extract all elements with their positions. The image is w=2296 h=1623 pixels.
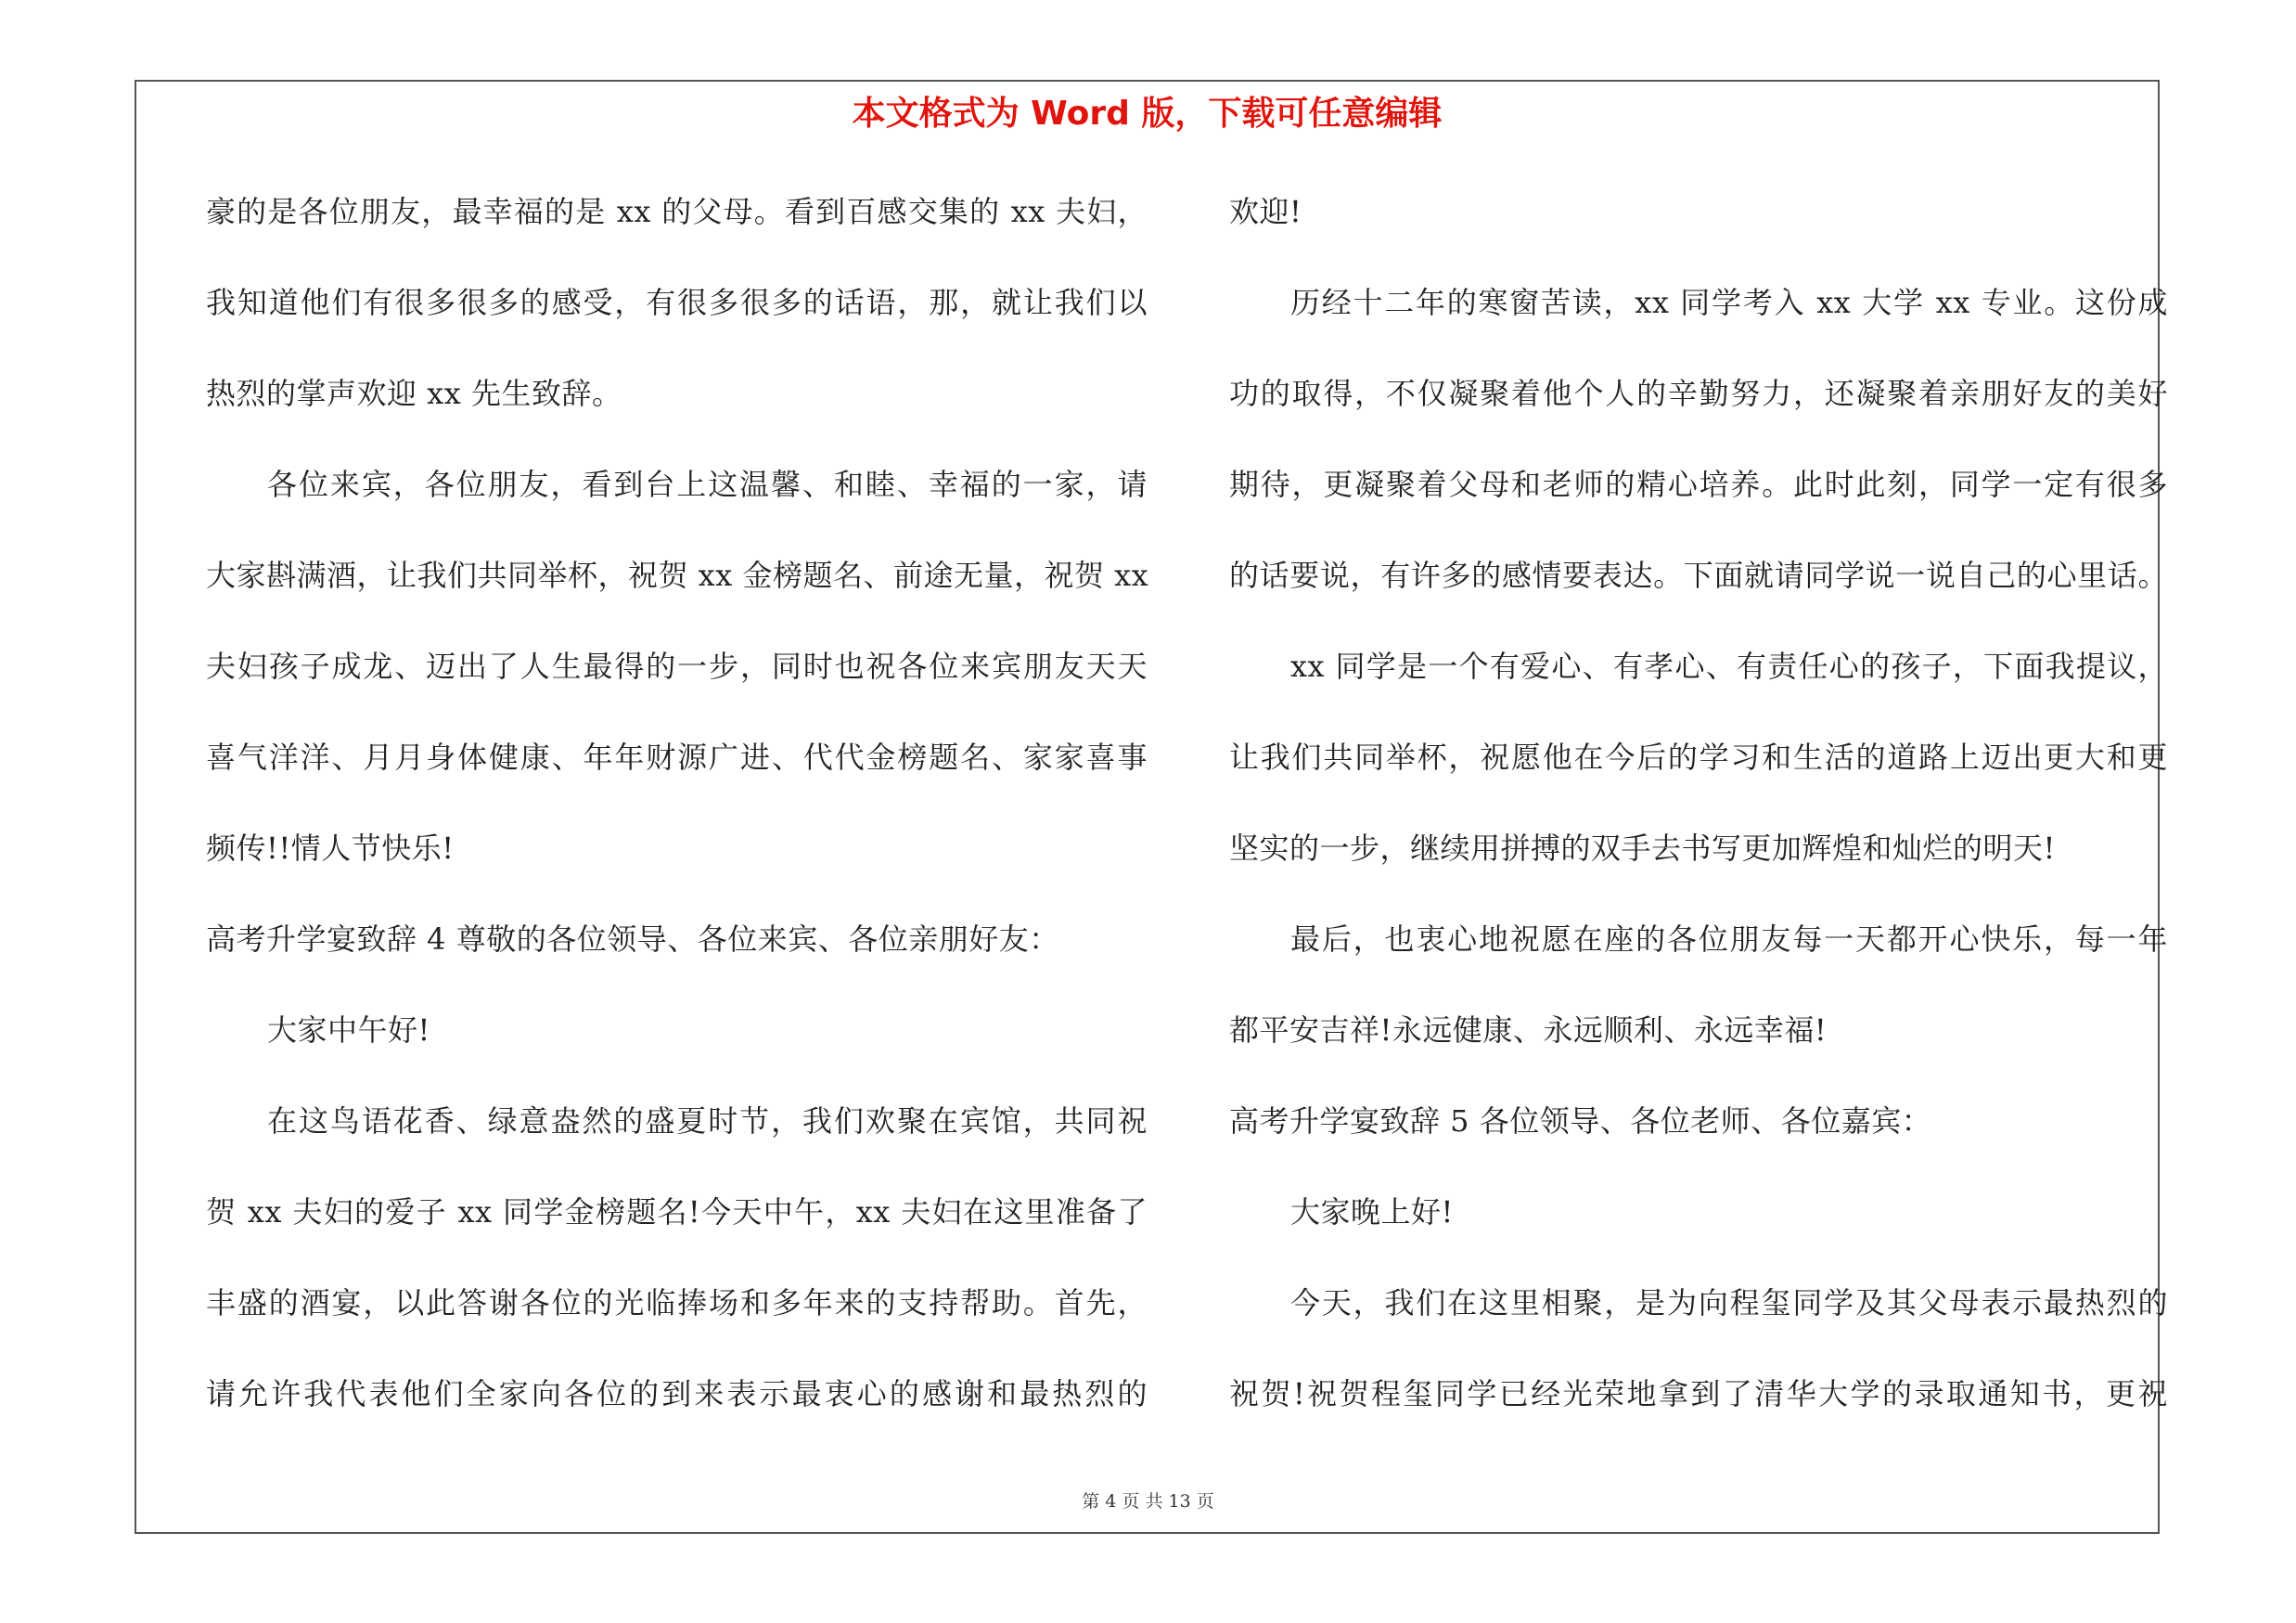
text-line: 喜气洋洋、月月身体健康、年年财源广进、代代金榜题名、家家喜事 [206, 740, 1148, 775]
text-line: 欢迎! [1229, 194, 1302, 229]
right-text-column [1229, 184, 2168, 1457]
text-line: 大家斟满酒，让我们共同举杯，祝贺 xx 金榜题名、前途无量，祝贺 xx [206, 558, 1149, 593]
text-line: 我知道他们有很多很多的感受，有很多很多的话语，那，就让我们以 [206, 285, 1148, 320]
format-notice-banner: 本文格式为 Word 版，下载可任意编辑 [852, 95, 1443, 133]
text-line: 高考升学宴致辞 4 尊敬的各位领导、各位来宾、各位亲朋好友： [206, 921, 1059, 957]
left-text-column [206, 184, 1148, 1457]
text-line: 频传!!情人节快乐! [206, 831, 455, 866]
text-line: 功的取得，不仅凝聚着他个人的辛勤努力，还凝聚着亲朋好友的美好 [1229, 376, 2168, 411]
text-line: xx 同学是一个有爱心、有孝心、有责任心的孩子，下面我提议， [1290, 649, 2168, 684]
text-line: 大家晚上好! [1290, 1194, 1454, 1230]
text-line: 热烈的掌声欢迎 xx 先生致辞。 [206, 376, 622, 411]
text-line: 祝贺!祝贺程玺同学已经光荣地拿到了清华大学的录取通知书，更祝 [1229, 1376, 2168, 1411]
text-line: 最后，也衷心地祝愿在座的各位朋友每一天都开心快乐，每一年 [1290, 921, 2168, 957]
text-line: 高考升学宴致辞 5 各位领导、各位老师、各位嘉宾： [1229, 1103, 1932, 1139]
text-line: 坚实的一步，继续用拼搏的双手去书写更加辉煌和灿烂的明天! [1229, 831, 2056, 866]
text-line: 让我们共同举杯，祝愿他在今后的学习和生活的道路上迈出更大和更 [1229, 740, 2168, 775]
text-line: 期待，更凝聚着父母和老师的精心培养。此时此刻，同学一定有很多 [1229, 467, 2168, 502]
text-line: 请允许我代表他们全家向各位的到来表示最衷心的感谢和最热烈的 [206, 1376, 1148, 1411]
text-line: 大家中午好! [267, 1012, 430, 1048]
text-line: 各位来宾，各位朋友，看到台上这温馨、和睦、幸福的一家，请 [267, 467, 1148, 502]
page-number-footer: 第 4 页 共 13 页 [1082, 1491, 1214, 1512]
text-line: 丰盛的酒宴，以此答谢各位的光临捧场和多年来的支持帮助。首先， [206, 1285, 1148, 1320]
text-line: 今天，我们在这里相聚，是为向程玺同学及其父母表示最热烈的 [1290, 1285, 2168, 1320]
text-line: 的话要说，有许多的感情要表达。下面就请同学说一说自己的心里话。 [1229, 558, 2168, 593]
text-line: 历经十二年的寒窗苦读，xx 同学考入 xx 大学 xx 专业。这份成 [1290, 285, 2168, 320]
text-line: 夫妇孩子成龙、迈出了人生最得的一步，同时也祝各位来宾朋友天天 [206, 649, 1148, 684]
text-line: 在这鸟语花香、绿意盎然的盛夏时节，我们欢聚在宾馆，共同祝 [267, 1103, 1148, 1139]
text-line: 豪的是各位朋友，最幸福的是 xx 的父母。看到百感交集的 xx 夫妇， [206, 194, 1148, 229]
text-line: 都平安吉祥!永远健康、永远顺利、永远幸福! [1229, 1012, 1828, 1048]
text-line: 贺 xx 夫妇的爱子 xx 同学金榜题名!今天中午，xx 夫妇在这里准备了 [206, 1194, 1148, 1230]
